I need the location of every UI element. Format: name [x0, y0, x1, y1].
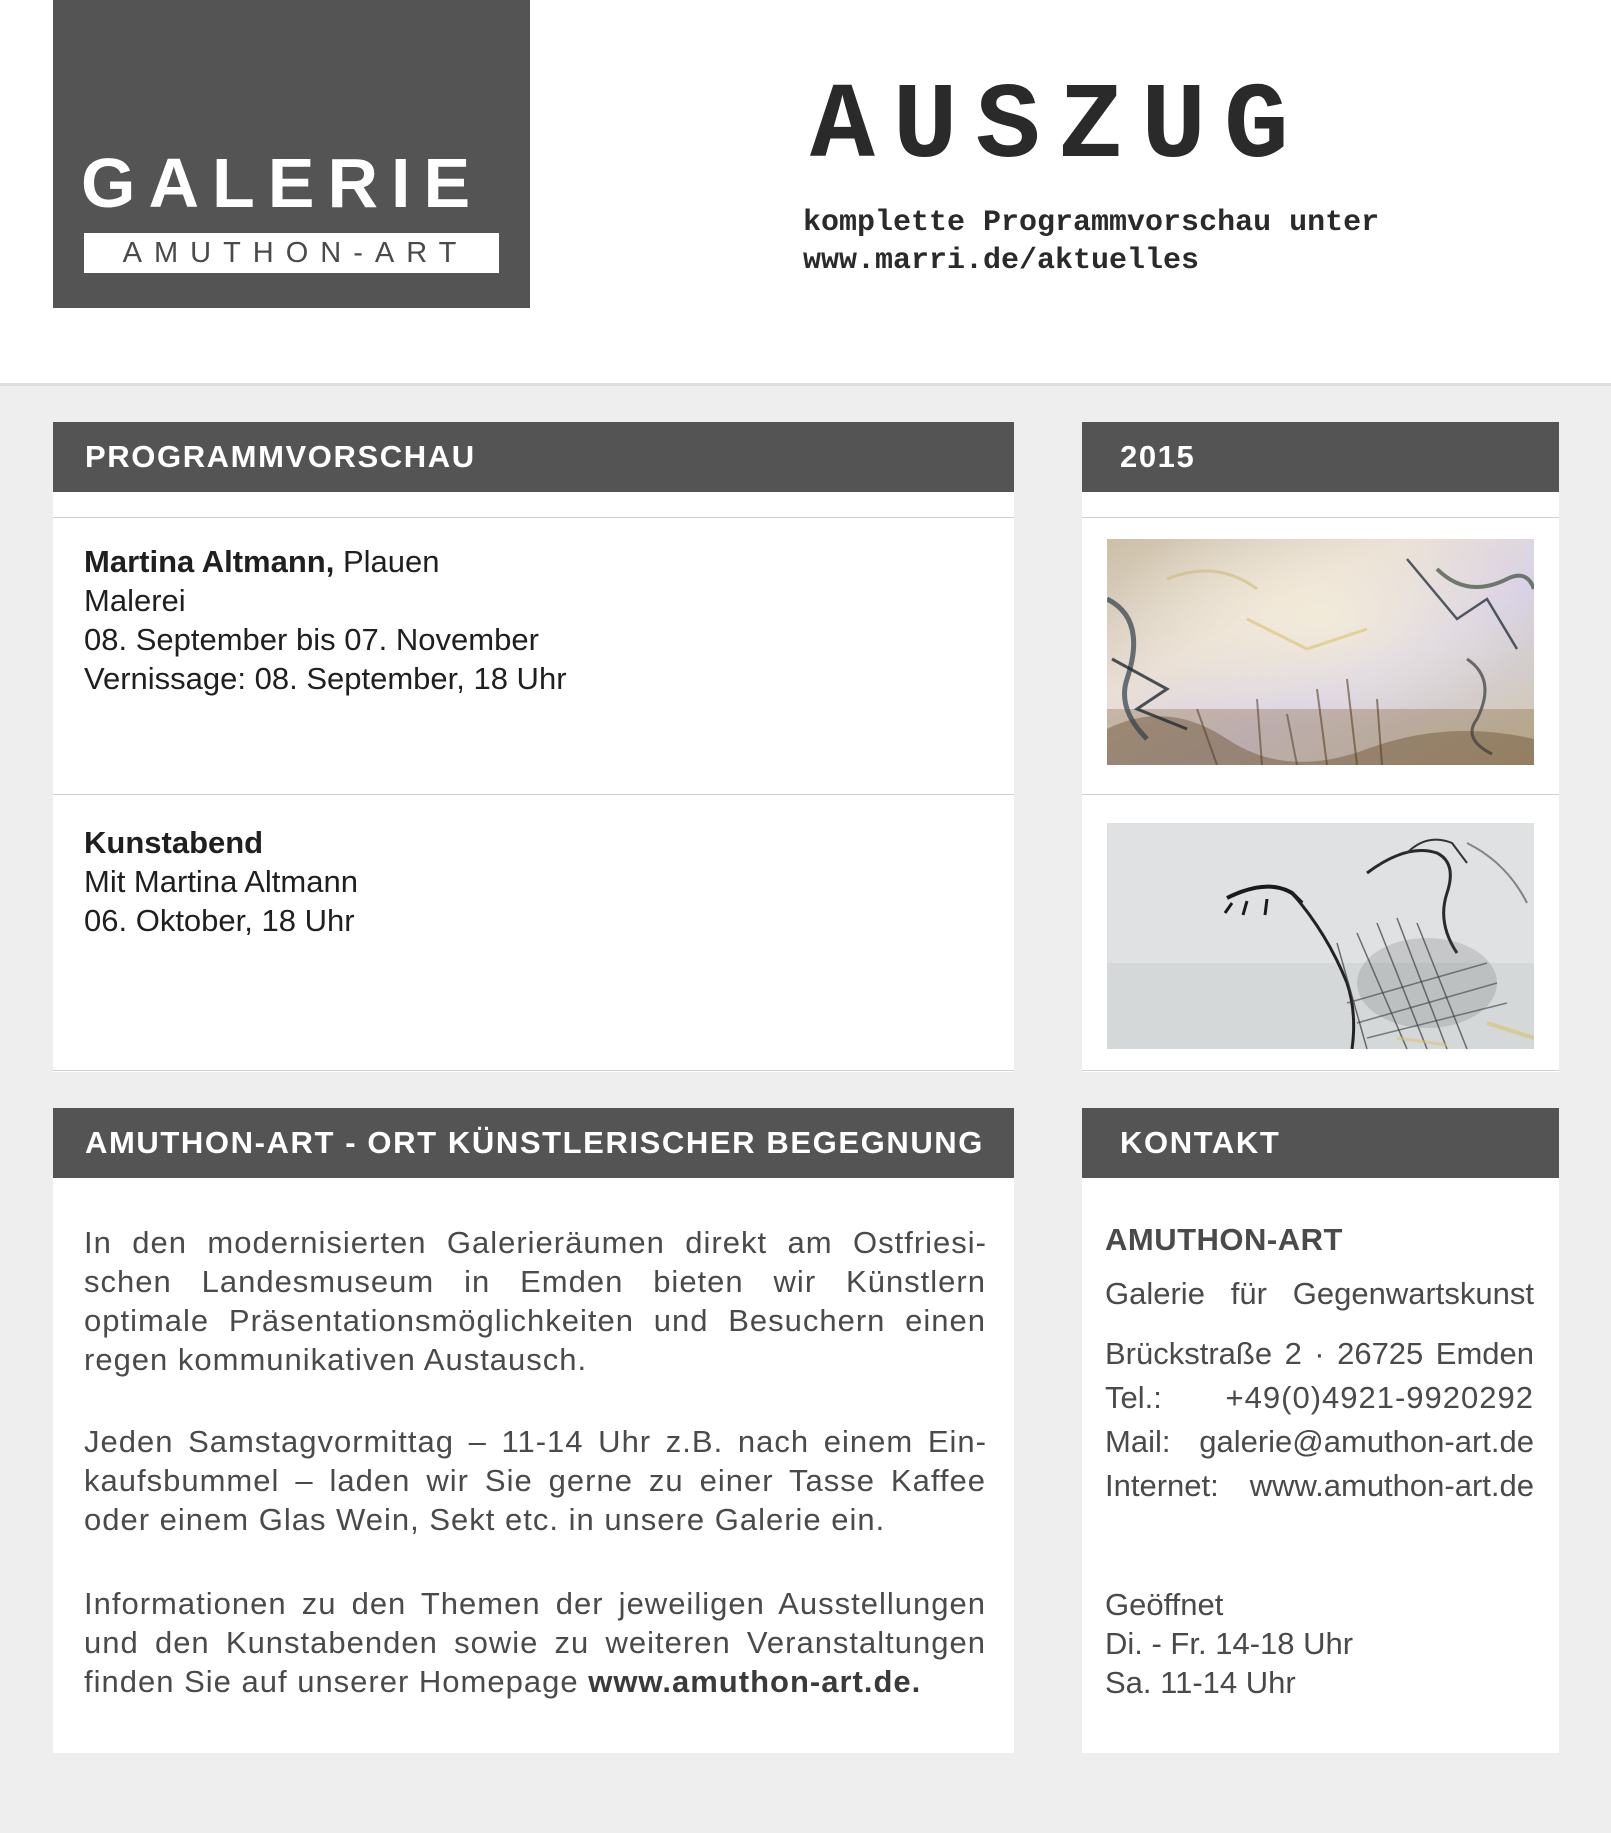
header	[0, 0, 1611, 383]
homepage-link[interactable]: www.amuthon-art.de.	[588, 1664, 922, 1699]
event-1-line: 08. September bis 07. November	[84, 622, 539, 657]
event-2-line: Mit Martina Altmann	[84, 864, 358, 899]
opening-hours	[1105, 1585, 1353, 1702]
divider	[53, 794, 1014, 795]
divider	[1082, 1070, 1559, 1071]
event-1-line: Malerei	[84, 583, 186, 618]
contact-heading: KONTAKT	[1082, 1108, 1559, 1178]
tel-label: Tel.:	[1105, 1380, 1162, 1415]
abstract-painting-image	[1107, 539, 1534, 765]
contact-address-text: Brückstraße 2 · 26725 Emden	[1105, 1336, 1534, 1371]
contact-tagline	[1105, 1276, 1534, 1312]
hours-label: Geöffnet	[1105, 1587, 1224, 1622]
contact-tagline-text: Galerie für Gegenwartskunst	[1105, 1276, 1534, 1311]
divider	[1082, 794, 1559, 795]
painting-2-svg	[1107, 823, 1534, 1049]
contact-tel-row	[1105, 1380, 1534, 1416]
logo-subtitle: AMUTHON-ART	[84, 233, 499, 273]
event-2-title: Kunstabend	[84, 825, 264, 860]
headline: AUSZUG	[810, 67, 1307, 189]
gallery-logo	[53, 0, 530, 308]
about-paragraph-3	[84, 1584, 986, 1701]
contact-address	[1105, 1336, 1534, 1372]
year-heading: 2015	[1082, 422, 1559, 492]
about-paragraph-2: Jeden Samstagvormittag – 11-14 Uhr z.B. nach einem Einkaufsbummel – laden wir Sie gerne zu einer Tasse Kaffee oder einem Glas Wein, Sekt etc. in unsere Galerie ein.	[84, 1424, 986, 1537]
contact-name: AMUTHON-ART	[1105, 1222, 1343, 1257]
contact-mail-row	[1105, 1424, 1534, 1460]
program-heading: PROGRAMMVORSCHAU	[53, 422, 1014, 492]
subline-2: www.marri.de/aktuelles	[803, 244, 1200, 278]
mail-label: Mail:	[1105, 1424, 1171, 1459]
internet-link[interactable]: www.amuthon-art.de	[1249, 1468, 1534, 1503]
charcoal-drawing-image	[1107, 823, 1534, 1049]
painting-1-svg	[1107, 539, 1534, 765]
logo-title: GALERIE	[81, 144, 484, 222]
hours-saturday: Sa. 11-14 Uhr	[1105, 1665, 1296, 1700]
tel-value[interactable]: +49(0)4921-9920292	[1225, 1380, 1534, 1415]
event-1-title: Martina Altmann,	[84, 544, 335, 579]
divider	[53, 517, 1014, 518]
about-heading: AMUTHON-ART - ORT KÜNSTLERISCHER BEGEGNUNG	[53, 1108, 1014, 1178]
divider	[53, 1070, 1014, 1071]
about-paragraph-1: In den modernisierten Galerieräumen direkt am Ostfriesischen Landesmuseum in Emden bieten wir Künstlern optimale Präsentationsmöglichkeiten und Besuchern einen regen kommunikativen Austausch.	[84, 1225, 986, 1377]
divider	[1082, 517, 1559, 518]
internet-label: Internet:	[1105, 1468, 1219, 1503]
event-2	[84, 823, 358, 940]
hours-weekdays: Di. - Fr. 14-18 Uhr	[1105, 1626, 1354, 1661]
subline-1: komplette Programmvorschau unter	[803, 206, 1380, 240]
event-1-line: Vernissage: 08. September, 18 Uhr	[84, 661, 567, 696]
event-1-location: Plauen	[342, 544, 440, 579]
contact-internet-row	[1105, 1468, 1534, 1504]
event-2-line: 06. Oktober, 18 Uhr	[84, 903, 355, 938]
program-link-text	[803, 204, 1379, 280]
about-paragraph-3-text: Informationen zu den Themen der jeweiligen Ausstellungen und den Kunstabenden sowie zu weiteren Veranstaltungen finden Sie auf unserer Homepage	[84, 1586, 986, 1699]
mail-link[interactable]: galerie@amuthon-art.de	[1199, 1424, 1534, 1459]
event-1	[84, 542, 567, 698]
